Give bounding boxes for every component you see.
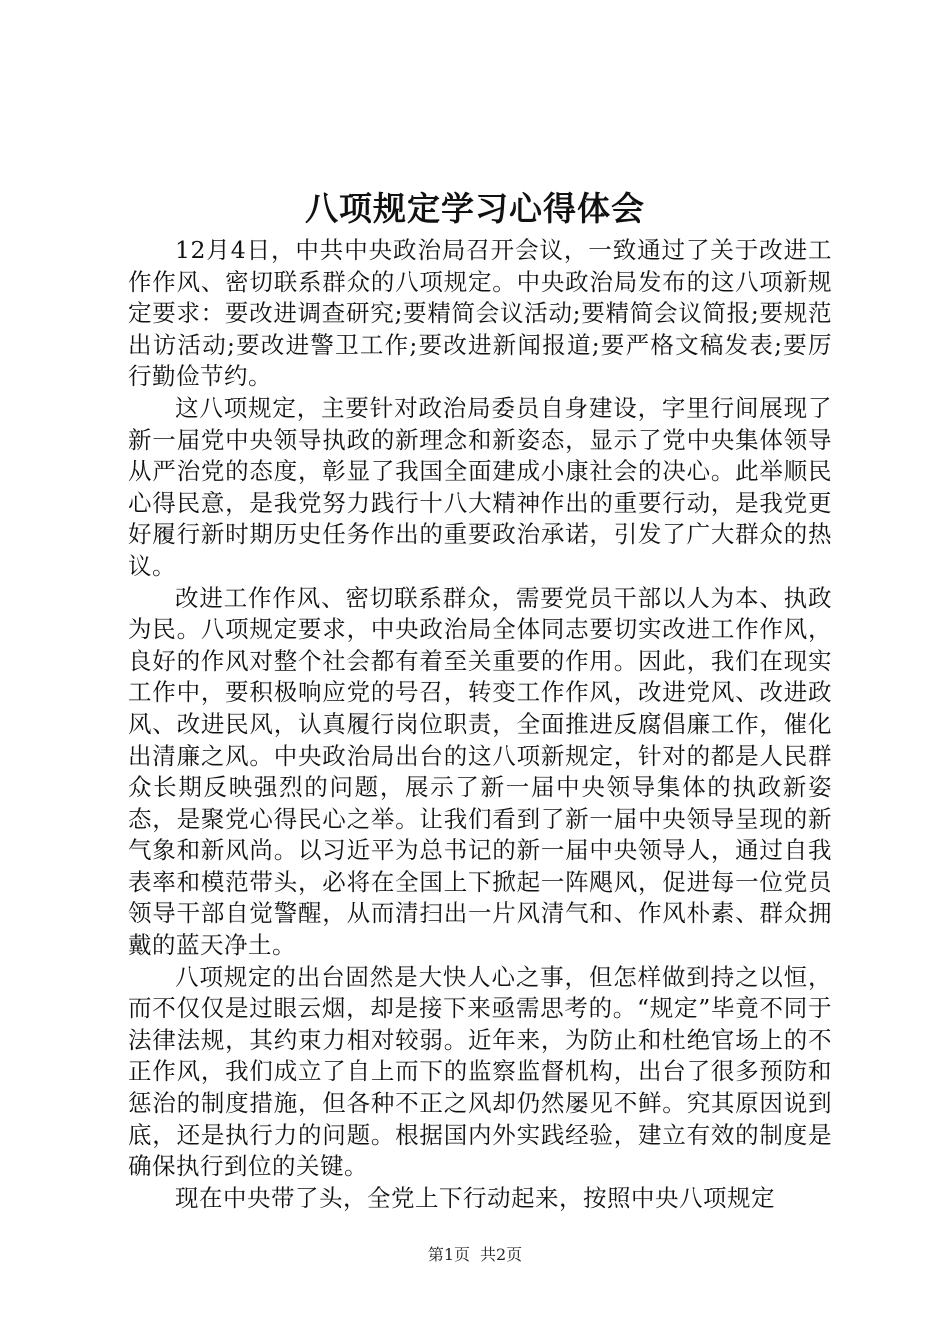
paragraph-2: 这八项规定，主要针对政治局委员自身建设，字里行间展现了新一届党中央领导执政的新理念和新姿态，显示了党中央集体领导从严治党的态度，彰显了我国全面建成小康社会的决心。此举顺民心得民意，是我党努力践行十八大精神作出的重要行动，是我党更好履行新时期历史任务作出的重要政治承诺，引发了广大群众的热议。 [128,393,832,580]
paragraph-5: 现在中央带了头，全党上下行动起来，按照中央八项规定 [175,1183,775,1212]
page-number-total: 共2页 [480,1245,523,1264]
document-body [128,235,832,1214]
document-title: 八项规定学习心得体会 [305,189,645,228]
page-footer [0,1244,950,1266]
paragraph-3: 改进工作作风、密切联系群众，需要党员干部以人为本、执政为民。八项规定要求，中央政治局全体同志要切实改进工作作风，良好的作风对整个社会都有着至关重要的作用。因此，我们在现实工作中，要积极响应党的号召，转变工作作风，改进党风、改进政风、改进民风，认真履行岗位职责，全面推进反腐倡廉工作，催化出清廉之风。中央政治局出台的这八项新规定，针对的都是人民群众长期反映强烈的问题，展示了新一届中央领导集体的执政新姿态，是聚党心得民心之举。让我们看到了新一届中央领导呈现的新气象和新风尚。以习近平为总书记的新一届中央领导人，通过自我表率和模范带头，必将在全国上下掀起一阵飓风，促进每一位党员领导干部自觉警醒，从而清扫出一片风清气和、作风朴素、群众拥戴的蓝天净土。 [128,583,832,960]
paragraph-4: 八项规定的出台固然是大快人心之事，但怎样做到持之以恒，而不仅仅是过眼云烟，却是接下来亟需思考的。“规定”毕竟不同于法律法规，其约束力相对较弱。近年来，为防止和杜绝官场上的不正作风，我们成立了自上而下的监察监督机构，出台了很多预防和惩治的制度措施，但各种不正之风却仍然屡见不鲜。究其原因说到底，还是执行力的问题。根据国内外实践经验，建立有效的制度是确保执行到位的关键。 [128,962,832,1181]
paragraph-1: 12月4日，中共中央政治局召开会议，一致通过了关于改进工作作风、密切联系群众的八项规定。中央政治局发布的这八项新规定要求：要改进调查研究;要精简会议活动;要精简会议简报;要规范出访活动;要改进警卫工作;要改进新闻报道;要严格文稿发表;要厉行勤俭节约。 [128,236,832,391]
page-number-current: 第1页 [427,1245,470,1264]
